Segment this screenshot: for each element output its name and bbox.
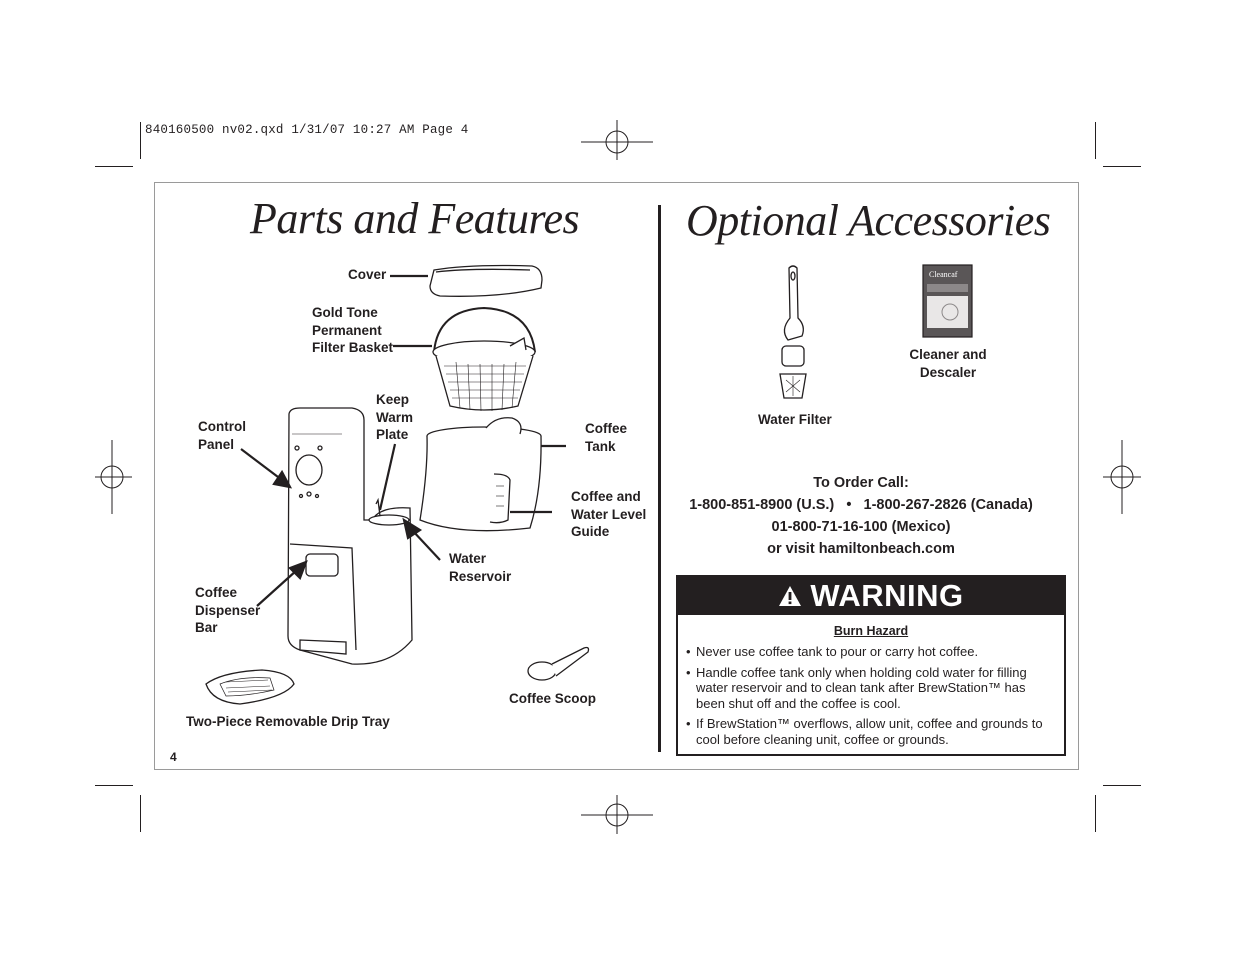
warning-header — [678, 577, 1064, 615]
label-water-filter: Water Filter — [758, 412, 832, 427]
order-phones — [676, 494, 1046, 516]
warning-item: • If BrewStation™ overflows, allow unit, coffee and grounds to cool before cleaning unit, coffee or grounds. — [686, 716, 1056, 747]
label-coffee-tank: Coffee Tank — [585, 421, 628, 454]
label-filter-basket: Gold Tone Permanent Filter Basket — [312, 305, 394, 355]
warning-list — [678, 644, 1064, 747]
label-cleaner-descaler: Cleaner and Descaler — [909, 347, 987, 380]
label-cover: Cover — [348, 267, 387, 282]
printer-slug: 840160500 nv02.qxd 1/31/07 10:27 AM Page 4 — [145, 123, 469, 137]
warning-subtitle: Burn Hazard — [833, 624, 909, 638]
warning-triangle-icon — [778, 584, 802, 608]
optional-accessories-title: Optional Accessories — [686, 196, 1051, 245]
warning-box — [676, 575, 1066, 756]
label-dispenser-bar: Coffee Dispenser Bar — [195, 585, 261, 635]
order-info — [676, 472, 1046, 560]
warning-title: WARNING — [810, 578, 964, 613]
label-level-guide: Coffee and Water Level Guide — [571, 489, 647, 539]
cleaner-box-brand: Cleancaf — [929, 270, 958, 279]
order-web[interactable]: or visit hamiltonbeach.com — [767, 541, 955, 557]
parts-and-features-title: Parts and Features — [250, 194, 580, 243]
warning-item: • Never use coffee tank to pour or carry hot coffee. — [686, 644, 1056, 660]
label-control-panel: Control Panel — [198, 419, 246, 452]
label-water-reservoir: Water Reservoir — [449, 551, 512, 584]
phone-canada[interactable]: 1-800-267-2826 (Canada) — [863, 497, 1033, 513]
page-number: 4 — [170, 750, 177, 764]
warning-item: • Handle coffee tank only when holding cold water for filling water reservoir and to clean tank after BrewStation™ has been shut off and the coffee is cool. — [686, 665, 1056, 712]
phone-separator: • — [846, 497, 852, 513]
label-keep-warm-plate: Keep Warm Plate — [376, 392, 414, 442]
phone-us[interactable]: 1-800-851-8900 (U.S.) — [689, 497, 835, 513]
water-filter-drawing — [780, 266, 806, 398]
label-drip-tray: Two-Piece Removable Drip Tray — [186, 714, 390, 729]
label-coffee-scoop: Coffee Scoop — [509, 691, 597, 706]
phone-mexico[interactable]: 01-800-71-16-100 (Mexico) — [771, 519, 951, 535]
order-heading: To Order Call: — [813, 475, 909, 491]
